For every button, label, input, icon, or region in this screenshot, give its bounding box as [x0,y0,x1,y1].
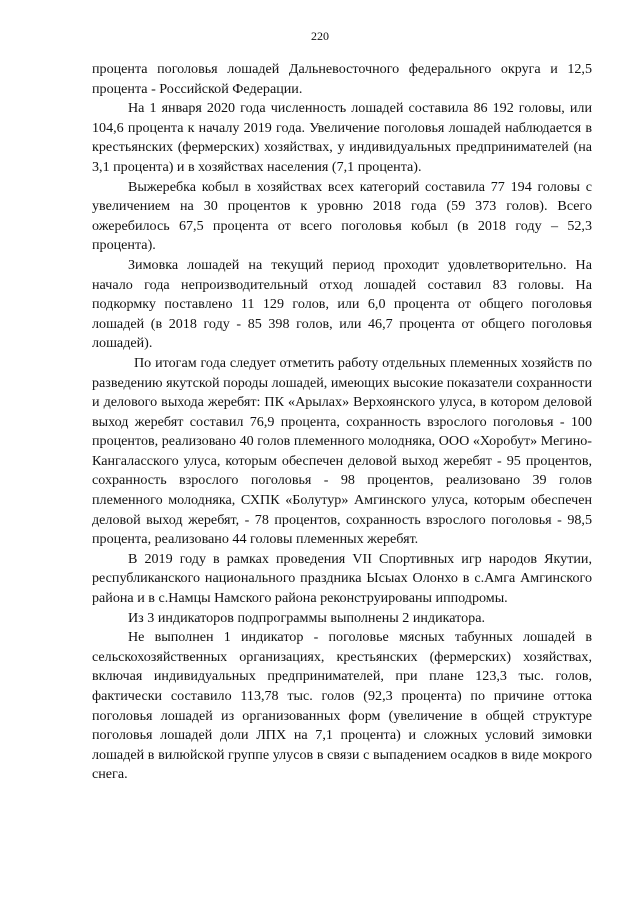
paragraph-foaling: Выжеребка кобыл в хозяйствах всех категорий составила 77 194 головы с увеличением на 30 процентов к уровню 2018 года (59 373 голов). Всего ожеребилось 67,5 процента от всего поголовья кобыл (в 2018 году – 52,3 процента). [92,178,592,254]
paragraph-continuation: процента поголовья лошадей Дальневосточного федерального округа и 12,5 процента - Российской Федерации. [92,61,592,97]
paragraph-unfulfilled-indicator: Не выполнен 1 индикатор - поголовье мясных табунных лошадей в сельскохозяйственных организациях, крестьянских (фермерских) хозяйствах, включая индивидуальных предпринимателей, при плане 123,3 тыс. голов, фактически составило 113,78 тыс. голов (92,3 процента) по причине оттока поголовья лошадей из организованных форм (увеличение в общей структуре поголовья лошадей доли ЛПХ на 7,1 процента) и сложных условий зимовки лошадей в вилюйской группе улусов в связи с выпадением осадков в виде мокрого снега. [92,629,592,783]
paragraph-wintering: Зимовка лошадей на текущий период проходит удовлетворительно. На начало года непроизводительный отход лошадей составил 83 головы. На подкормку поставлено 11 129 голов, или 6,0 процента от общего поголовья лошадей (в 2018 году - 85 398 голов, или 46,7 процента от общего поголовья лошадей). [92,256,592,352]
paragraph-hippodromes: В 2019 году в рамках проведения VII Спортивных игр народов Якутии, республиканского национального праздника Ысыах Олонхо в с.Амга Амгинского района и в с.Намцы Намского района реконструированы ипподромы. [92,550,592,607]
page-number: 220 [311,29,329,43]
paragraph-breeding-farms: По итогам года следует отметить работу отдельных племенных хозяйств по разведению якутской породы лошадей, имеющих высокие показатели сохранности и делового выхода жеребят: ПК «Арылах» Верхоянского улуса, в котором деловой выход жеребят составил 76,9 процента, сохранность взрослого поголовья - 100 процентов, реализовано 40 голов племенного молодняка, ООО «Хоробут» Мегино-Кангаласского улуса, которым обеспечен деловой выход жеребят - 95 процентов, сохранность взрослого поголовья - 98 процентов, реализовано 39 голов племенного молодняка, СХПК «Болутур» Амгинского улуса, которым обеспечен деловой выход жеребят, - 78 процентов, сохранность взрослого поголовья - 98,5 процента, реализовано 44 головы племенных жеребят. [92,354,592,548]
paragraph-indicators-summary: Из 3 индикаторов подпрограммы выполнены 2 индикатора. [128,609,485,626]
paragraph-horse-population: На 1 января 2020 года численность лошадей составила 86 192 головы, или 104,6 процента к началу 2019 года. Увеличение поголовья лошадей наблюдается в крестьянских (фермерских) хозяйствах, у индивидуальных предпринимателей (на 3,1 процента) и в хозяйствах населения (7,1 процента). [92,100,592,175]
document-body [92,60,592,785]
